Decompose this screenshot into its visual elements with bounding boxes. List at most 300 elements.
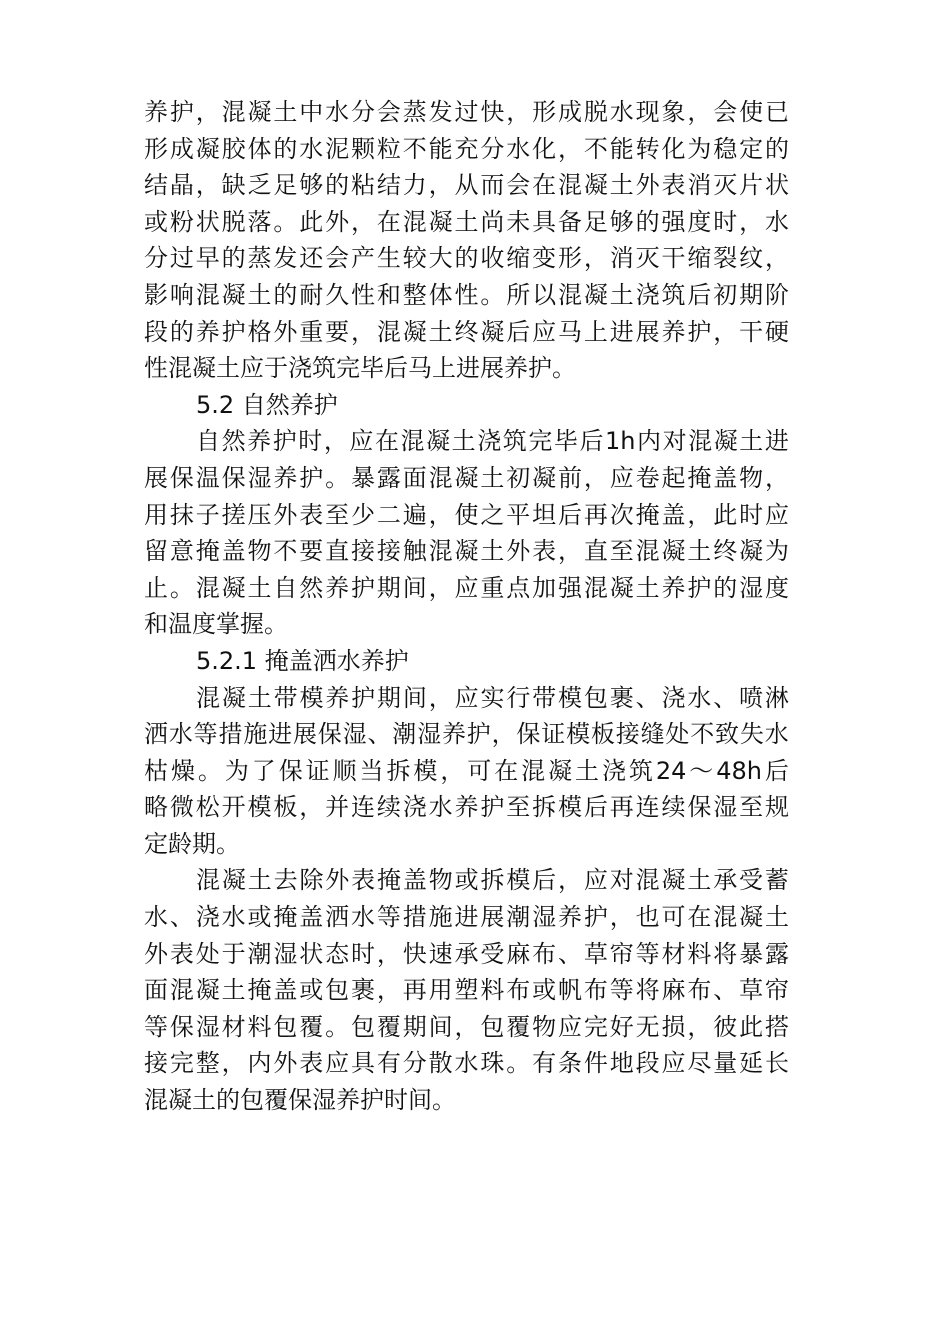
glyph: 影 (144, 280, 168, 309)
glyph: 微 (169, 793, 194, 822)
glyph: 接 (144, 1049, 168, 1078)
glyph: 混 (688, 427, 713, 456)
glyph: 次 (609, 500, 634, 529)
glyph: 裂 (713, 244, 738, 273)
glyph: 凝 (454, 463, 479, 492)
glyph: 应 (532, 317, 557, 346)
glyph: 护 (351, 683, 376, 712)
glyph: 的 (765, 134, 789, 163)
glyph: 盖 (273, 976, 298, 1005)
glyph: 掩 (195, 537, 220, 566)
glyph: 应 (661, 1049, 686, 1078)
glyph: 灭 (635, 244, 660, 273)
glyph: 重 (480, 573, 505, 602)
glyph: 浇 (635, 280, 660, 309)
glyph: 塑 (454, 976, 479, 1005)
glyph: 、 (558, 939, 582, 968)
glyph: 后 (687, 280, 712, 309)
glyph: 养 (325, 683, 350, 712)
glyph: 应 (583, 866, 608, 895)
glyph: 进 (764, 427, 789, 456)
glyph: 已 (765, 98, 789, 126)
glyph: 土 (247, 280, 272, 309)
glyph: 材 (221, 1012, 246, 1041)
text-line (144, 753, 789, 790)
glyph: 土 (687, 866, 712, 895)
glyph: 初 (713, 280, 738, 309)
glyph: 凝 (454, 537, 479, 566)
glyph: 了 (251, 756, 276, 785)
glyph: 、 (635, 683, 660, 712)
glyph: 。 (169, 573, 194, 602)
glyph: 模 (558, 683, 583, 712)
glyph: 带 (532, 683, 557, 712)
glyph: 等 (376, 903, 401, 932)
glyph: 护 (169, 98, 194, 126)
glyph: 乏 (247, 171, 272, 200)
glyph: 土 (454, 207, 479, 236)
glyph: 中 (299, 98, 324, 126)
glyph: 用 (144, 500, 168, 529)
glyph: 混 (428, 537, 453, 566)
glyph: ， (558, 134, 582, 163)
glyph: 证 (541, 720, 566, 749)
glyph: 内 (247, 1049, 272, 1078)
glyph: 盖 (713, 463, 738, 492)
glyph: 帘 (765, 976, 789, 1005)
glyph: 并 (325, 793, 350, 822)
glyph: 的 (221, 244, 246, 273)
glyph: 足 (583, 207, 608, 236)
glyph: 土 (247, 573, 272, 602)
glyph: 再 (402, 976, 427, 1005)
glyph: 凝 (426, 427, 451, 456)
glyph: 模 (558, 793, 582, 822)
glyph: 土 (273, 98, 298, 126)
glyph: 水 (168, 720, 193, 749)
glyph: 物 (739, 463, 764, 492)
glyph: 态 (325, 939, 350, 968)
glyph: 去 (273, 866, 298, 895)
glyph: 水 (144, 903, 168, 932)
text-line (144, 94, 789, 131)
glyph: 间 (428, 1012, 453, 1041)
glyph: 包 (480, 1012, 505, 1041)
glyph: 或 (299, 976, 324, 1005)
glyph: 珠 (480, 1049, 505, 1078)
glyph: 结 (144, 171, 168, 200)
glyph: 尽 (687, 1049, 712, 1078)
glyph: 1h (605, 427, 636, 456)
glyph: 不 (583, 134, 608, 163)
glyph: 覆 (506, 1012, 531, 1041)
glyph: 掩 (247, 976, 272, 1005)
glyph: 性 (454, 280, 479, 309)
glyph: 承 (454, 939, 479, 968)
text-line-content: 5.2 自然养护 (196, 390, 338, 419)
glyph: 致 (715, 720, 740, 749)
glyph: 处 (195, 939, 220, 968)
glyph: ， (583, 244, 608, 273)
glyph: 混 (713, 903, 738, 932)
text-line (144, 387, 789, 424)
glyph: 够 (609, 207, 634, 236)
glyph: 量 (713, 1049, 738, 1078)
glyph: ， (351, 207, 375, 236)
glyph: 在 (687, 903, 712, 932)
glyph: 干 (739, 317, 764, 346)
glyph: 进 (454, 903, 479, 932)
glyph: 对 (662, 427, 687, 456)
glyph: 淋 (764, 683, 789, 712)
glyph: 此 (299, 207, 324, 236)
glyph: 外 (273, 317, 298, 346)
glyph: ， (687, 98, 712, 126)
glyph: 地 (609, 1049, 634, 1078)
glyph: 形 (558, 244, 582, 273)
glyph: 盖 (299, 903, 324, 932)
glyph: 脱 (221, 207, 246, 236)
glyph: 潮 (392, 720, 417, 749)
glyph: 24 (655, 756, 687, 785)
glyph: 时 (298, 427, 323, 456)
glyph: 凝 (247, 98, 272, 126)
glyph: 能 (609, 134, 634, 163)
glyph: 彼 (713, 1012, 738, 1041)
glyph: 混 (428, 463, 453, 492)
glyph: 应 (325, 1049, 350, 1078)
text-line (144, 826, 789, 863)
glyph: 凝 (661, 537, 686, 566)
glyph: ， (609, 903, 634, 932)
glyph: ， (428, 683, 453, 712)
glyph: 整 (195, 1049, 220, 1078)
glyph: 压 (247, 500, 272, 529)
glyph: 表 (299, 500, 324, 529)
glyph: 生 (376, 244, 401, 273)
glyph: 水 (609, 98, 634, 126)
glyph: 。 (506, 1049, 531, 1078)
glyph: 土 (739, 427, 764, 456)
glyph: ， (195, 98, 220, 126)
glyph: 处 (665, 720, 690, 749)
glyph: 湿 (273, 939, 298, 968)
glyph: 浇 (477, 427, 502, 456)
glyph: 土 (765, 903, 789, 932)
glyph: 至 (609, 537, 634, 566)
glyph: 凝 (195, 134, 220, 163)
glyph: 时 (351, 939, 375, 968)
glyph: 毕 (553, 427, 578, 456)
glyph: 足 (273, 171, 298, 200)
glyph: 结 (376, 171, 401, 200)
glyph: 段 (635, 1049, 660, 1078)
glyph: 凝 (402, 317, 427, 346)
glyph: 混 (635, 537, 660, 566)
glyph: 施 (428, 903, 453, 932)
glyph: 裹 (351, 976, 375, 1005)
glyph: 凝 (583, 171, 608, 200)
glyph: 承 (713, 866, 738, 895)
glyph: 和 (376, 280, 401, 309)
glyph: ， (687, 500, 712, 529)
glyph: 自 (196, 427, 220, 456)
glyph: 混 (402, 207, 427, 236)
text-line-content: 性混凝土应于浇筑完毕后马上进展养护。 (144, 354, 576, 383)
glyph: 稳 (713, 134, 738, 163)
glyph: 使 (739, 98, 764, 126)
glyph: 等 (609, 976, 634, 1005)
glyph: 至 (325, 500, 350, 529)
glyph: 受 (480, 939, 505, 968)
glyph: 间 (402, 573, 427, 602)
glyph: 护 (583, 903, 608, 932)
glyph: 为 (687, 134, 712, 163)
glyph: 脱 (583, 98, 608, 126)
glyph: 外 (144, 939, 168, 968)
glyph: 意 (169, 537, 194, 566)
glyph: 。 (325, 1012, 350, 1041)
glyph: 子 (195, 500, 220, 529)
glyph: 布 (687, 976, 712, 1005)
glyph: ， (739, 207, 764, 236)
glyph: 凝 (548, 756, 573, 785)
glyph: 模 (566, 720, 591, 749)
glyph: 护 (687, 317, 712, 346)
glyph: 够 (299, 171, 324, 200)
glyph: 包 (351, 1012, 375, 1041)
glyph: 后 (558, 500, 582, 529)
glyph: ， (376, 976, 401, 1005)
glyph: 上 (583, 317, 608, 346)
glyph: 潮 (506, 903, 531, 932)
glyph: 留 (144, 537, 168, 566)
text-line (144, 497, 789, 534)
glyph: 进 (268, 720, 293, 749)
glyph: 养 (454, 793, 479, 822)
glyph: 用 (428, 976, 453, 1005)
glyph: 搓 (221, 500, 246, 529)
glyph: ～ (689, 756, 714, 785)
glyph: 延 (739, 1049, 764, 1078)
glyph: 大 (428, 244, 453, 273)
glyph: 的 (713, 573, 738, 602)
glyph: 在 (494, 756, 519, 785)
glyph: 拆 (480, 866, 505, 895)
glyph: 抹 (169, 500, 194, 529)
glyph: 凝 (661, 866, 686, 895)
glyph: 洒 (325, 903, 350, 932)
glyph: 分 (351, 98, 375, 126)
glyph: 养 (325, 573, 350, 602)
text-line (144, 899, 789, 936)
glyph: 分 (402, 1049, 427, 1078)
glyph: ， (440, 756, 465, 785)
glyph: ， (765, 463, 789, 492)
glyph: 为 (765, 537, 789, 566)
glyph: 护 (466, 720, 491, 749)
glyph: 接 (351, 537, 375, 566)
glyph: 掩 (377, 866, 402, 895)
glyph: 自 (273, 573, 298, 602)
glyph: 坦 (532, 500, 557, 529)
glyph: 混 (195, 573, 220, 602)
glyph: 有 (532, 1049, 557, 1078)
glyph: 筑 (502, 427, 527, 456)
glyph: 期 (402, 1012, 427, 1041)
glyph: 在 (376, 207, 401, 236)
glyph: 混 (400, 427, 425, 456)
glyph: 凝 (583, 280, 608, 309)
text-line (144, 936, 789, 973)
glyph: 开 (221, 793, 246, 822)
glyph: 消 (609, 244, 634, 273)
glyph: 帘 (609, 939, 634, 968)
glyph: 覆 (376, 1012, 401, 1041)
glyph: 凝 (221, 573, 246, 602)
glyph: 护 (299, 463, 324, 492)
glyph: 接 (376, 537, 401, 566)
glyph: 草 (739, 976, 764, 1005)
glyph: 为 (224, 756, 249, 785)
glyph: 实 (480, 683, 505, 712)
glyph: 保 (278, 756, 303, 785)
glyph: 对 (609, 866, 634, 895)
glyph: 麻 (661, 976, 686, 1005)
glyph: ， (765, 244, 789, 273)
glyph: 温 (195, 463, 220, 492)
glyph: 缩 (687, 244, 712, 273)
glyph: 格 (247, 317, 272, 346)
glyph: 粒 (376, 134, 401, 163)
glyph: 干 (661, 244, 686, 273)
glyph: 点 (506, 573, 531, 602)
glyph: 卷 (635, 463, 660, 492)
glyph: 缩 (506, 244, 531, 273)
glyph: 措 (218, 720, 243, 749)
glyph: 覆 (299, 1012, 324, 1041)
glyph: 定 (739, 134, 764, 163)
glyph: 速 (428, 939, 453, 968)
glyph: 从 (454, 171, 479, 200)
glyph: 状 (195, 207, 220, 236)
glyph: 的 (325, 171, 350, 200)
glyph: 养 (273, 463, 298, 492)
glyph: 混 (376, 317, 401, 346)
glyph: 等 (193, 720, 218, 749)
glyph: 间 (402, 683, 427, 712)
glyph: 湿 (247, 463, 272, 492)
glyph: 表 (299, 1049, 324, 1078)
glyph: 或 (144, 207, 168, 236)
glyph: 水 (764, 720, 789, 749)
glyph: 要 (299, 537, 324, 566)
glyph: 板 (590, 720, 615, 749)
glyph: 再 (583, 500, 608, 529)
glyph: 护 (272, 427, 297, 456)
glyph: 遍 (402, 500, 427, 529)
glyph: 布 (506, 976, 531, 1005)
glyph: 快 (480, 98, 505, 126)
glyph: 时 (739, 500, 764, 529)
glyph: 展 (144, 463, 168, 492)
glyph: 将 (713, 939, 738, 968)
glyph: 筑 (628, 756, 653, 785)
glyph: 会 (713, 98, 738, 126)
glyph: 48h (716, 756, 762, 785)
glyph: 硬 (765, 317, 789, 346)
glyph: 泥 (325, 134, 350, 163)
glyph: 行 (506, 683, 531, 712)
glyph: 阶 (765, 280, 789, 309)
glyph: 外 (325, 207, 350, 236)
text-line (144, 167, 789, 204)
glyph: 片 (739, 171, 764, 200)
glyph: 收 (480, 244, 505, 273)
text-line (144, 570, 789, 607)
glyph: 养 (441, 720, 466, 749)
glyph: 面 (144, 976, 168, 1005)
glyph: 状 (299, 939, 324, 968)
glyph: 初 (506, 463, 531, 492)
glyph: 形 (532, 98, 557, 126)
glyph: 水 (221, 903, 246, 932)
glyph: 应 (454, 573, 479, 602)
text-line (144, 460, 789, 497)
glyph: 当 (359, 756, 384, 785)
glyph: 不 (273, 537, 298, 566)
glyph: 粉 (169, 207, 194, 236)
text-line (144, 1082, 789, 1119)
glyph: 土 (609, 280, 634, 309)
glyph: 发 (428, 98, 453, 126)
glyph: 强 (558, 573, 582, 602)
glyph: ， (299, 793, 324, 822)
glyph: 响 (169, 280, 194, 309)
glyph: 麻 (506, 939, 531, 968)
glyph: 失 (739, 720, 764, 749)
glyph: 模 (299, 683, 324, 712)
glyph: 混 (558, 171, 582, 200)
glyph: 晶 (169, 171, 194, 200)
glyph: 土 (247, 866, 272, 895)
glyph: 加 (532, 573, 557, 602)
glyph: 胶 (221, 134, 246, 163)
text-line (144, 350, 789, 387)
glyph: 包 (325, 976, 350, 1005)
glyph: 护 (687, 573, 712, 602)
glyph: 还 (299, 244, 324, 273)
glyph: ， (428, 500, 453, 529)
glyph: 水 (428, 793, 453, 822)
glyph: 或 (454, 866, 479, 895)
glyph: 料 (687, 939, 712, 968)
glyph: 展 (292, 720, 317, 749)
glyph: 粘 (351, 171, 375, 200)
glyph: 混 (221, 98, 246, 126)
glyph: 少 (351, 500, 375, 529)
text-line (144, 533, 789, 570)
glyph: 会 (325, 244, 350, 273)
glyph: 至 (739, 793, 764, 822)
glyph: 掩 (687, 463, 712, 492)
glyph: 展 (480, 903, 505, 932)
glyph: 力 (402, 171, 427, 200)
glyph: 保 (687, 793, 712, 822)
glyph: 措 (402, 903, 427, 932)
glyph: 模 (247, 793, 272, 822)
glyph: 养 (558, 903, 582, 932)
